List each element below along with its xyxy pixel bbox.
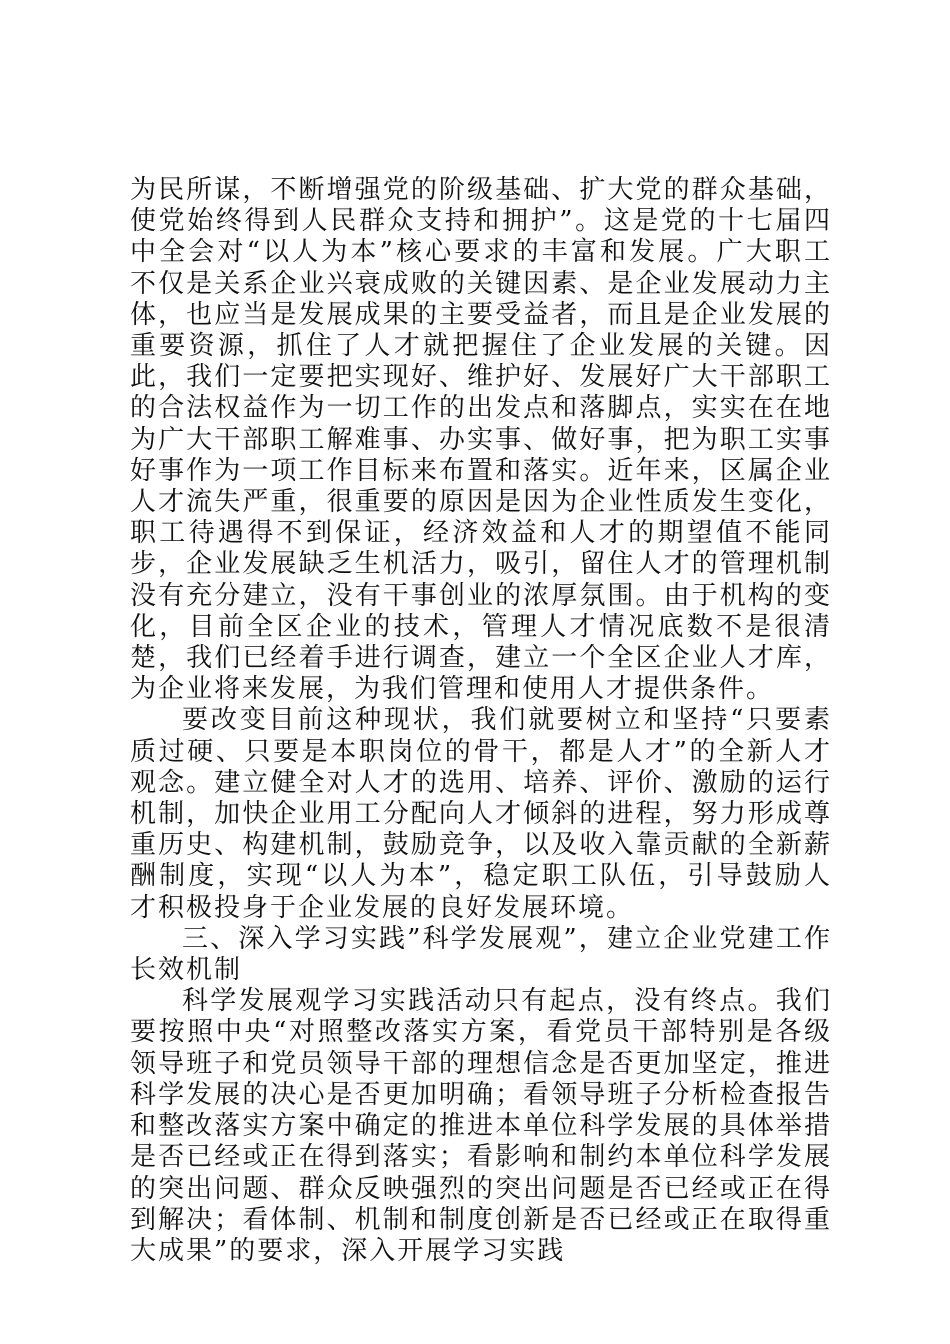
document-body <box>130 175 832 1267</box>
paragraph-talent-concept: 要改变目前这种现状，我们就要树立和坚持“只要素质过硬、只要是本职岗位的骨干，都是人才”的全新人才观念。建立健全对人才的选用、培养、评价、激励的运行机制，加快企业用工分配向人才倾斜的进程，努力形成尊重历史、构建机制，鼓励竞争，以及收入靠贡献的全新薪酬制度，实现“以人为本”，稳定职工队伍，引导鼓励人才积极投身于企业发展的良好发展环境。 <box>130 705 832 923</box>
paragraph-continuation: 为民所谋，不断增强党的阶级基础、扩大党的群众基础，使党始终得到人民群众支持和拥护”。这是党的十七届四中全会对“以人为本”核心要求的丰富和发展。广大职工不仅是关系企业兴衰成败的关键因素、是企业发展动力主体，也应当是发展成果的主要受益者，而且是企业发展的重要资源，抓住了人才就把握住了企业发展的关键。因此，我们一定要把实现好、维护好、发展好广大干部职工的合法权益作为一切工作的出发点和落脚点，实实在在地为广大干部职工解难事、办实事、做好事，把为职工实事好事作为一项工作目标来布置和落实。近年来，区属企业人才流失严重，很重要的原因是因为企业性质发生变化，职工待遇得不到保证，经济效益和人才的期望值不能同步，企业发展缺乏生机活力，吸引，留住人才的管理机制没有充分建立，没有干事创业的浓厚氛围。由于机构的变化，目前全区企业的技术，管理人才情况底数不是很清楚，我们已经着手进行调查，建立一个全区企业人才库，为企业将来发展，为我们管理和使用人才提供条件。 <box>130 175 832 705</box>
section-heading: 三、深入学习实践”科学发展观”，建立企业党建工作长效机制 <box>130 923 832 986</box>
paragraph-scientific-development: 科学发展观学习实践活动只有起点，没有终点。我们要按照中央“对照整改落实方案，看党员干部特别是各级领导班子和党员领导干部的理想信念是否更加坚定，推进科学发展的决心是否更加明确；看领导班子分析检查报告和整改落实方案中确定的推进本单位科学发展的具体举措是否已经或正在得到落实；看影响和制约本单位科学发展的突出问题、群众反映强烈的突出问题是否已经或正在得到解决；看体制、机制和制度创新是否已经或正在取得重大成果”的要求，深入开展学习实践 <box>130 986 832 1266</box>
